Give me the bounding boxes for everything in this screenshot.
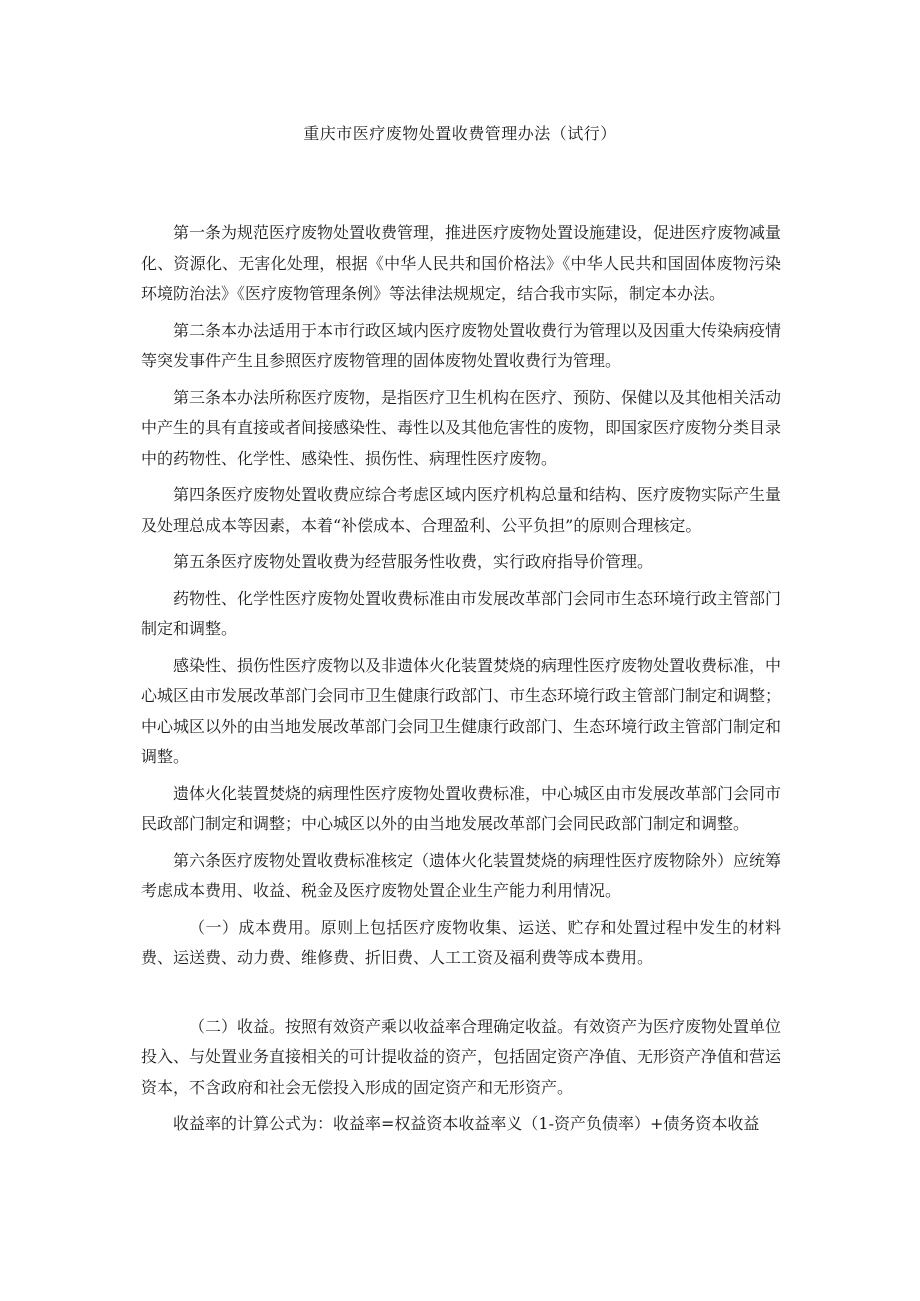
paragraph-return-rate-formula: 收益率的计算公式为：收益率=权益资本收益率义（1-资产负债率）+债务资本收益 — [173, 1114, 760, 1133]
paragraph-article-5-pathological: 遗体火化装置焚烧的病理性医疗废物处置收费标准，中心城区由市发展改革部门会同市民政部门制定和调整；中心城区以外的由当地发展改革部门会同民政部门制定和调整。 — [141, 783, 782, 833]
paragraph-article-2: 第二条本办法适用于本市行政区域内医疗废物处置收费行为管理以及因重大传染病疫情等突发事件产生且参照医疗废物管理的固体废物处置收费行为管理。 — [141, 320, 782, 370]
paragraph-article-6: 第六条医疗废物处置收费标准核定（遗体火化装置焚烧的病理性医疗废物除外）应统筹考虑成本费用、收益、税金及医疗废物处置企业生产能力利用情况。 — [141, 850, 782, 900]
paragraph-article-5-chemical: 药物性、化学性医疗废物处置收费标准由市发展改革部门会同市生态环境行政主管部门制定和调整。 — [141, 588, 782, 638]
paragraph-article-5-infectious: 感染性、损伤性医疗废物以及非遗体火化装置焚烧的病理性医疗废物处置收费标准，中心城区由市发展改革部门会同市卫生健康行政部门、市生态环境行政主管部门制定和调整；中心城区以外的由当地发展改革部门会同卫生健康行政部门、生态环境行政主管部门制定和调整。 — [141, 655, 782, 766]
paragraph-article-4: 第四条医疗废物处置收费应综合考虑区域内医疗机构总量和结构、医疗废物实际产生量及处理总成本等因素，本着“补偿成本、合理盈利、公平负担”的原则合理核定。 — [141, 485, 782, 535]
document-title: 重庆市医疗废物处置收费管理办法（试行） — [303, 124, 617, 143]
paragraph-article-1: 第一条为规范医疗废物处置收费管理，推进医疗废物处置设施建设，促进医疗废物减量化、资源化、无害化处理，根据《中华人民共和国价格法》《中华人民共和国固体废物污染环境防治法》《医疗废物管理条例》等法律法规规定，结合我市实际，制定本办法。 — [141, 223, 782, 303]
document-body — [141, 218, 781, 1146]
paragraph-article-5: 第五条医疗废物处置收费为经营服务性收费，实行政府指导价管理。 — [173, 552, 654, 571]
paragraph-article-6-item-1: （一）成本费用。原则上包括医疗废物收集、运送、贮存和处置过程中发生的材料费、运送费、动力费、维修费、折旧费、人工工资及福利费等成本费用。 — [141, 917, 781, 967]
paragraph-article-6-item-2: （二）收益。按照有效资产乘以收益率合理确定收益。有效资产为医疗废物处置单位投入、与处置业务直接相关的可计提收益的资产，包括固定资产净值、无形资产净值和营运资本，不含政府和社会无偿投入形成的固定资产和无形资产。 — [141, 1016, 782, 1097]
paragraph-article-3: 第三条本办法所称医疗废物，是指医疗卫生机构在医疗、预防、保健以及其他相关活动中产生的具有直接或者间接感染性、毒性以及其他危害性的废物，即国家医疗废物分类目录中的药物性、化学性、感染性、损伤性、病理性医疗废物。 — [141, 387, 782, 468]
